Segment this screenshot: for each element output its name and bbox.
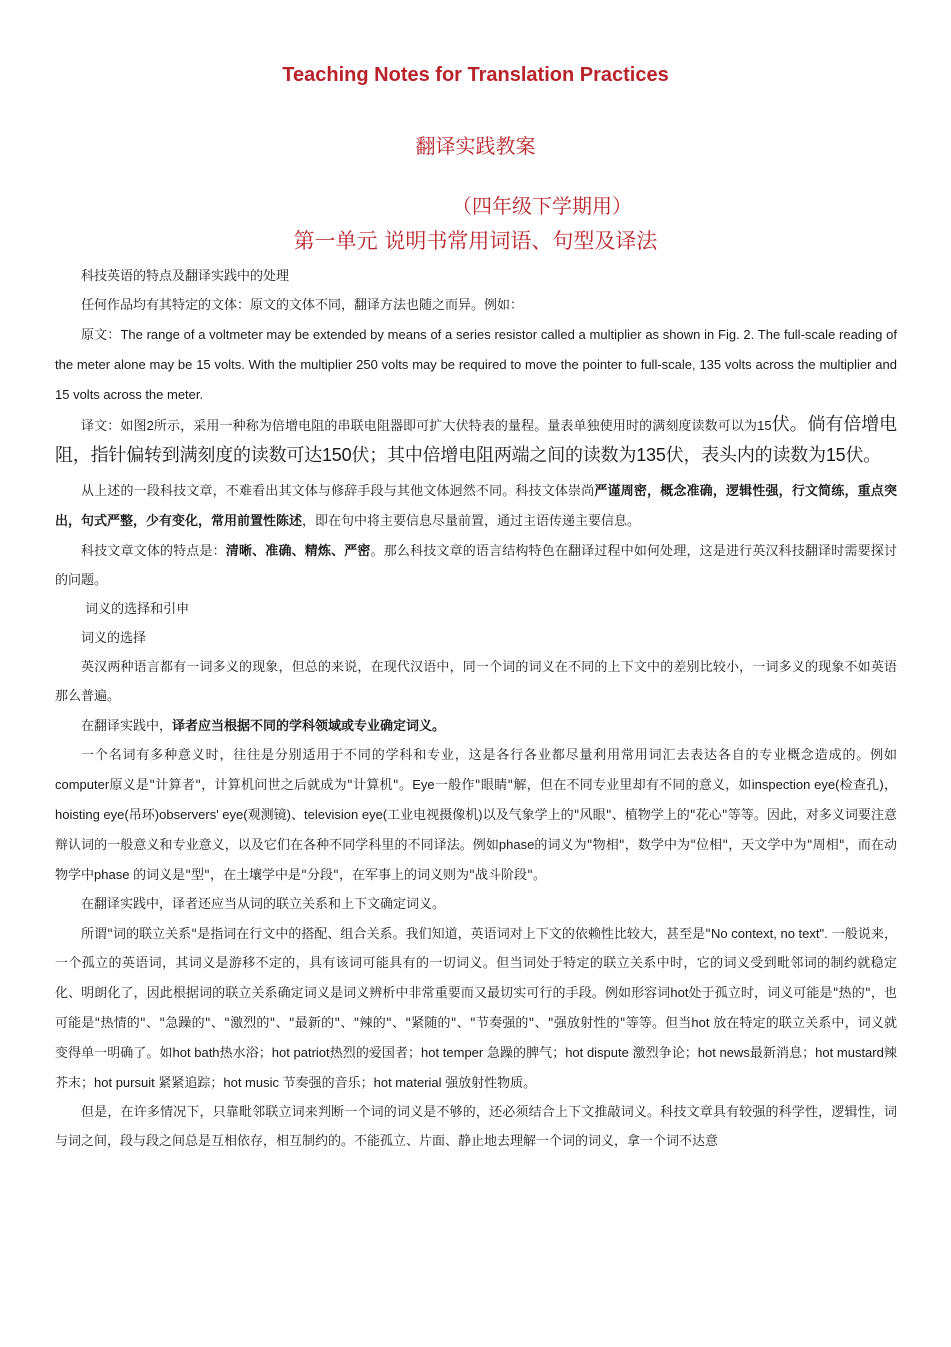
original-text-paragraph: 原文：The range of a voltmeter may be extended by means of a series resistor called a multiplier as shown in Fig. 2. The full-scale reading of the meter alone may be 15 volts. With the multiplier 250 volts may be required to move the pointer to full-scale, 135 volts across the multiplier and 15 volts across the meter. bbox=[55, 327, 897, 402]
document-title-en: Teaching Notes for Translation Practices bbox=[282, 64, 669, 86]
grade-subtitle: （四年级下学期用） bbox=[452, 194, 632, 218]
collocation-paragraph: 所谓"词的联立关系"是指词在行文中的搭配、组合关系。我们知道，英语词对上下文的依赖性比较大，甚至是"No context, no text". 一般说来，一个孤立的英语词，其词义是游移不定的，具有该词可能具有的一切词义。但当词处于特定的联立关系中时，它的词义受到毗邻词的制约就稳定化、明朗化了，因此根据词的联立关系确定词义是词义辨析中非常重要而又最切实可行的手段。例如形容词hot处于孤立时，词义可能是"热的"，也可能是"热情的"、"急躁的"、"激烈的"、"最新的"、"辣的"、"紧随的"、"节奏强的"、"强放射性的"等等。但当hot 放在特定的联立关系中，词义就变得单一明确了。如hot bath热水浴；hot patriot热烈的爱国者；hot temper 急躁的脾气；hot dispute 激烈争论；hot news最新消息；hot mustard辣芥末；hot pursuit 紧紧追踪；hot music 节奏强的音乐；hot material 强放射性物质。 bbox=[55, 926, 897, 1091]
section-heading: 科技英语的特点及翻译实践中的处理 bbox=[81, 269, 290, 284]
noun-meaning-paragraph: 一个名词有多种意义时，往往是分别适用于不同的学科和专业，这是各行各业都尽量利用常用词汇去表达各自的专业概念造成的。例如computer原义是"计算者"，计算机问世之后就成为"计算机"。Eye一般作"眼睛"解，但在不同专业里却有不同的意义，如inspection eye(检查孔)，hoisting eye(吊环)observers' eye(观测镜)、television eye(工业电视摄像机)以及气象学上的"风眼"、植物学上的"花心"等等。因此，对多义词要注意辩认词的一般意义和专业意义，以及它们在各种不同学科里的不同译法。例如phase的词义为"物相"，数学中为"位相"，天文学中为"周相"，而在动物学中phase 的词义是"型"，在土壤学中是"分段"，在军事上的词义则为"战斗阶段"。 bbox=[55, 748, 897, 883]
heading-word-choice: 词义的选择 bbox=[81, 631, 147, 646]
document-body bbox=[55, 262, 897, 1156]
document-title-cn: 翻译实践教案 bbox=[415, 134, 536, 158]
context-paragraph: 在翻译实践中，译者还应当从词的联立关系和上下文确定词义。 bbox=[81, 897, 446, 912]
unit-title: 第一单元 说明书常用词语、句型及译法 bbox=[293, 229, 658, 253]
intro-paragraph: 任何作品均有其特定的文体：原文的文体不同，翻译方法也随之而异。例如： bbox=[81, 298, 524, 313]
translation-paragraph: 译文：如图2所示，采用一种称为倍增电阻的串联电阻器即可扩大伏特表的量程。量表单独使用时的满刻度读数可以为15伏。倘有倍增电阻，指针偏转到满刻度的读数可达150伏；其中倍增电阻两端之间的读数为135伏，表头内的读数为15伏。 bbox=[55, 414, 897, 465]
features-paragraph: 科技文章文体的特点是：清晰、准确、精炼、严密。那么科技文章的语言结构特色在翻译过程中如何处理，这是进行英汉科技翻译时需要探讨的问题。 bbox=[55, 543, 897, 588]
polysemy-paragraph: 英汉两种语言都有一词多义的现象，但总的来说，在现代汉语中，同一个词的词义在不同的上下文中的差别比较小，一词多义的现象不如英语那么普遍。 bbox=[55, 660, 897, 704]
style-paragraph: 从上述的一段科技文章，不难看出其文体与修辞手段与其他文体迥然不同。科技文体崇尚严谨周密，概念准确，逻辑性强，行文简练，重点突出，句式严整，少有变化，常用前置性陈述，即在句中将主要信息尽量前置，通过主语传递主要信息。 bbox=[55, 483, 897, 529]
last-paragraph: 但是，在许多情况下，只靠毗邻联立词来判断一个词的词义是不够的，还必须结合上下文推敲词义。科技文章具有较强的科学性，逻辑性，词与词之间，段与段之间总是互相依存，相互制约的。不能孤立、片面、静止地去理解一个词的词义，拿一个词不达意 bbox=[55, 1105, 897, 1149]
heading-choice-extension: 词义的选择和引申 bbox=[85, 602, 190, 617]
domain-paragraph: 在翻译实践中，译者应当根据不同的学科领域或专业确定词义。 bbox=[81, 718, 446, 734]
